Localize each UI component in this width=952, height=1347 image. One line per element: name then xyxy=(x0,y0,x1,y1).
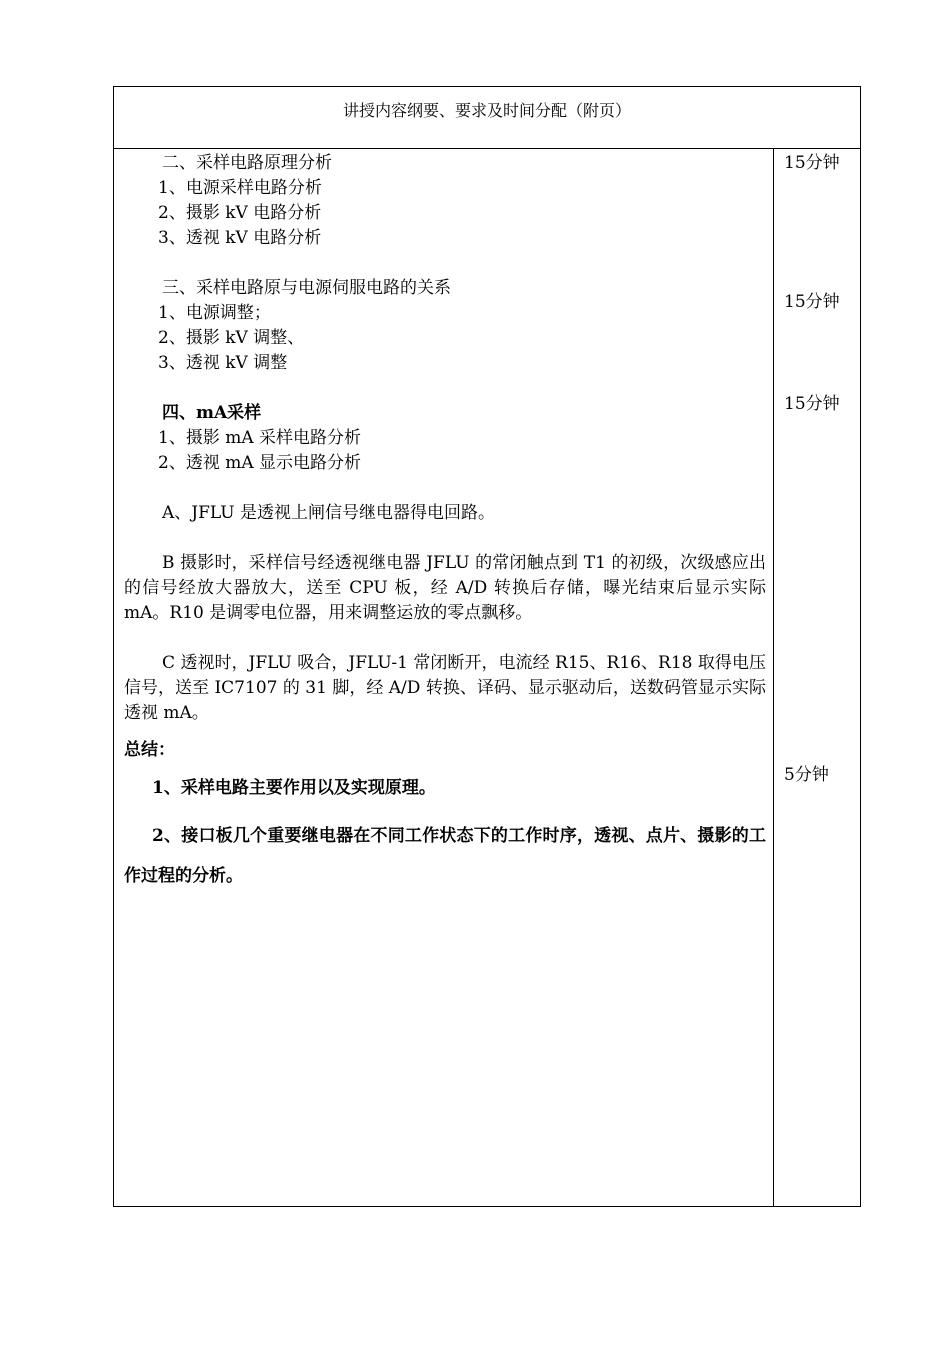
section-2-title: 二、采样电路原理分析 xyxy=(162,153,332,173)
table-header xyxy=(114,87,860,149)
column-divider xyxy=(773,149,774,1207)
paragraph-a: A、JFLU 是透视上闸信号继电器得电回路。 xyxy=(162,503,495,523)
section-4-item-2: 2、透视 mA 显示电路分析 xyxy=(158,453,362,473)
paragraph-c: C 透视时，JFLU 吸合，JFLU-1 常闭断开，电流经 R15、R16、R18 取得电压信号，送至 IC7107 的 31 脚，经 A/D 转换、译码、显示驱动后，送数码管显示实际透视 mA。 xyxy=(124,653,766,723)
time-section-3: 15分钟 xyxy=(784,292,840,312)
time-section-2: 15分钟 xyxy=(784,153,840,173)
summary-point-1: 1、采样电路主要作用以及实现原理。 xyxy=(152,778,436,798)
content-cell xyxy=(124,151,766,896)
summary-title: 总结： xyxy=(124,740,175,760)
section-2-item-1: 1、电源采样电路分析 xyxy=(158,178,322,198)
section-3-item-2: 2、摄影 kV 调整、 xyxy=(158,328,305,348)
time-summary: 5分钟 xyxy=(784,765,829,785)
time-section-4: 15分钟 xyxy=(784,394,840,414)
section-2-item-3: 3、透视 kV 电路分析 xyxy=(158,228,322,248)
section-3-item-3: 3、透视 kV 调整 xyxy=(158,353,288,373)
paragraph-b: B 摄影时，采样信号经透视继电器 JFLU 的常闭触点到 T1 的初级，次级感应出的信号经放大器放大，送至 CPU 板，经 A/D 转换后存储，曝光结束后显示实际 mA。R10 是调零电位器，用来调整运放的零点飘移。 xyxy=(124,553,766,623)
summary-point-2: 2、接口板几个重要继电器在不同工作状态下的工作时序，透视、点片、摄影的工作过程的分析。 xyxy=(124,826,766,886)
section-4-item-1: 1、摄影 mA 采样电路分析 xyxy=(158,428,362,448)
lecture-outline-table xyxy=(113,86,861,1207)
section-3-item-1: 1、电源调整； xyxy=(158,303,271,323)
section-2-item-2: 2、摄影 kV 电路分析 xyxy=(158,203,322,223)
section-3-title: 三、采样电路原与电源伺服电路的关系 xyxy=(162,278,451,298)
header-title: 讲授内容纲要、要求及时间分配（附页） xyxy=(342,101,631,120)
section-4-title: 四、mA采样 xyxy=(162,403,262,423)
